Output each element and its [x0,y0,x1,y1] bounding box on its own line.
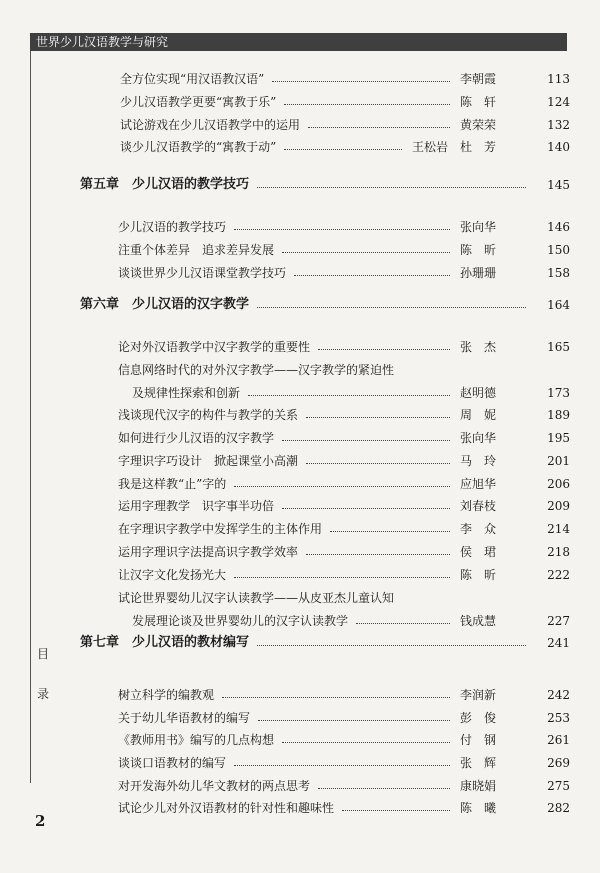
dot-leader [306,417,450,418]
entry-page: 146 [547,220,570,234]
toc-entry[interactable] [0,709,600,727]
entry-page: 124 [547,95,570,109]
chapter-page: 241 [547,636,570,650]
entry-title: 信息网络时代的对外汉字教学——汉字教学的紧迫性 [118,363,395,377]
toc-entry[interactable] [0,612,600,630]
chapter-title: 第六章 少儿汉语的汉字教学 [80,297,250,312]
toc-entry[interactable] [0,218,600,236]
entry-author: 李润新 [459,688,496,702]
dot-leader [294,275,450,276]
entry-author: 李 众 [459,522,496,536]
entry-title: 让汉字文化发扬光大 [118,568,227,582]
side-label-mu: 目 [37,647,50,661]
entry-title: 谈少儿汉语教学的“寓教于动” [120,140,277,154]
entry-title: 试论少儿对外汉语教材的针对性和趣味性 [118,801,335,815]
entry-page: 195 [547,431,570,445]
entry-title: 论对外汉语教学中汉字教学的重要性 [118,340,311,354]
toc-entry[interactable] [0,777,600,795]
entry-title: 树立科学的编教观 [118,688,215,702]
entry-page: 158 [547,266,570,280]
toc-entry[interactable] [0,384,600,402]
entry-author: 赵明德 [459,386,496,400]
entry-title: 我是这样教“止”字的 [118,477,227,491]
toc-entry[interactable] [0,686,600,704]
dot-leader [318,349,450,350]
entry-page: 201 [547,454,570,468]
entry-page: 261 [547,733,570,747]
toc-entry[interactable] [0,70,600,88]
entry-page: 132 [547,118,570,132]
entry-page: 173 [547,386,570,400]
entry-author: 李朝霞 [459,72,496,86]
dot-leader [282,252,450,253]
entry-page: 150 [547,243,570,257]
entry-title: 全方位实现“用汉语教汉语” [120,72,265,86]
entry-page: 218 [547,545,570,559]
toc-entry[interactable] [0,754,600,772]
entry-page: 242 [547,688,570,702]
entry-title: 对开发海外幼儿华文教材的两点思考 [118,779,311,793]
entry-author: 周 妮 [459,408,496,422]
entry-title: 运用字理教学 识字事半功倍 [118,499,275,513]
entry-page: 113 [547,72,570,86]
entry-title: 《教师用书》编写的几点构想 [118,733,275,747]
toc-entry[interactable] [0,475,600,493]
toc-entry[interactable] [0,520,600,538]
entry-page: 140 [547,140,570,154]
chapter-title: 第七章 少儿汉语的教材编写 [80,635,250,650]
entry-title: 谈谈口语教材的编写 [118,756,227,770]
dot-leader [248,395,450,396]
entry-author: 陈 昕 [459,568,496,582]
toc-entry[interactable] [0,452,600,470]
chapter-heading[interactable] [0,634,600,652]
entry-author: 应旭华 [459,477,496,491]
page-number: 2 [35,812,46,830]
entry-page: 206 [547,477,570,491]
entry-title: 试论世界婴幼儿汉字认读教学——从皮亚杰儿童认知 [118,591,395,605]
toc-entry[interactable] [0,406,600,424]
chapter-title: 第五章 少儿汉语的教学技巧 [80,177,250,192]
entry-author: 陈 轩 [459,95,496,109]
running-header [30,33,567,51]
dot-leader [272,81,450,82]
chapter-heading[interactable] [0,296,600,314]
dot-leader [306,463,450,464]
entry-page: 189 [547,408,570,422]
dot-leader [282,742,450,743]
dot-leader [257,645,526,646]
dot-leader [257,307,526,308]
dot-leader [308,127,450,128]
dot-leader [330,531,450,532]
dot-leader [284,149,402,150]
entry-page: 222 [547,568,570,582]
entry-author: 钱成慧 [459,614,496,628]
toc-entry[interactable] [0,429,600,447]
dot-leader [234,229,450,230]
dot-leader [234,486,450,487]
entry-title: 试论游戏在少儿汉语教学中的运用 [120,118,301,132]
entry-author: 王松岩 杜 芳 [411,140,496,154]
entry-author: 张向华 [459,220,496,234]
entry-page: 227 [547,614,570,628]
entry-author: 刘春枝 [459,499,496,513]
dot-leader [306,554,450,555]
toc-entry[interactable] [0,589,600,607]
toc-entry[interactable] [0,93,600,111]
dot-leader [258,720,450,721]
entry-page: 209 [547,499,570,513]
entry-author: 彭 俊 [459,711,496,725]
entry-title: 谈谈世界少儿汉语课堂教学技巧 [118,266,287,280]
entry-title: 在字理识字教学中发挥学生的主体作用 [118,522,323,536]
entry-author: 马 玲 [459,454,496,468]
entry-author: 康晓娟 [459,779,496,793]
toc-entry[interactable] [0,264,600,282]
entry-title: 字理识字巧设计 掀起课堂小高潮 [118,454,299,468]
side-label-lu: 录 [37,687,50,701]
toc-entry[interactable] [0,799,600,817]
dot-leader [342,810,450,811]
entry-title: 关于幼儿华语教材的编写 [118,711,251,725]
entry-title: 注重个体差异 追求差异发展 [118,243,275,257]
dot-leader [356,623,450,624]
entry-author: 黄荣荣 [459,118,496,132]
dot-leader [234,577,450,578]
toc-entry[interactable] [0,497,600,515]
entry-author: 张 辉 [459,756,496,770]
toc-entry[interactable] [0,241,600,259]
dot-leader [282,508,450,509]
entry-author: 陈 曦 [459,801,496,815]
entry-author: 陈 昕 [459,243,496,257]
entry-title: 及规律性探索和创新 [132,386,241,400]
toc-entry[interactable] [0,361,600,379]
entry-title: 少儿汉语教学更要“寓教于乐” [120,95,277,109]
dot-leader [257,187,526,188]
toc-entry[interactable] [0,138,600,156]
dot-leader [318,788,450,789]
chapter-page: 145 [547,178,570,192]
dot-leader [234,765,450,766]
entry-title: 运用字理识字法提高识字教学效率 [118,545,299,559]
entry-author: 张 杰 [459,340,496,354]
entry-page: 214 [547,522,570,536]
entry-author: 孙珊珊 [459,266,496,280]
toc-entry[interactable] [0,338,600,356]
dot-leader [282,440,450,441]
entry-title: 少儿汉语的教学技巧 [118,220,227,234]
toc-entry[interactable] [0,116,600,134]
entry-author: 张向华 [459,431,496,445]
entry-page: 165 [547,340,570,354]
entry-title: 如何进行少儿汉语的汉字教学 [118,431,275,445]
entry-page: 269 [547,756,570,770]
entry-author: 付 钢 [459,733,496,747]
entry-author: 侯 珺 [459,545,496,559]
entry-page: 253 [547,711,570,725]
chapter-heading[interactable] [0,176,600,194]
toc-entry[interactable] [0,543,600,561]
entry-page: 275 [547,779,570,793]
entry-title: 浅谈现代汉字的构件与教学的关系 [118,408,299,422]
chapter-page: 164 [547,298,570,312]
toc-entry[interactable] [0,566,600,584]
entry-title: 发展理论谈及世界婴幼儿的汉字认读教学 [132,614,349,628]
dot-leader [222,697,450,698]
toc-entry[interactable] [0,731,600,749]
book-title: 世界少儿汉语教学与研究 [36,35,169,49]
entry-page: 282 [547,801,570,815]
dot-leader [284,104,450,105]
